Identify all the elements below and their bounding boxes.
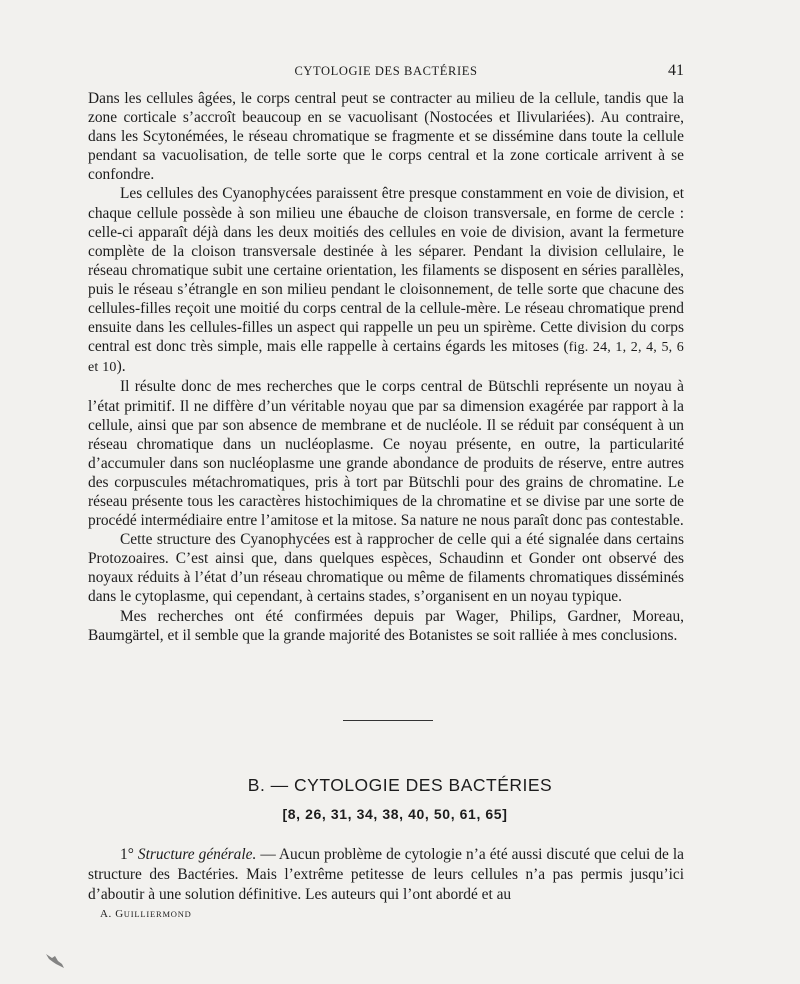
signature-initial: A. G	[100, 908, 124, 920]
signature-surname: UILLIERMOND	[123, 909, 192, 919]
subsection-number: 1°	[120, 846, 138, 863]
author-signature	[100, 908, 192, 920]
running-title: CYTOLOGIE DES BACTÉRIES	[294, 64, 478, 78]
paragraph-division-end: ).	[116, 358, 126, 376]
paragraph-protozoaires: Cette structure des Cyanophycées est à rapprocher de celle qui a été signalée dans certains Protozoaires. C’est ainsi que, dans quelques espèces, Schaudinn et Gonder ont observé des noyaux réduits à l’état d’un réseau chromatique ou même de filaments chromatiques disséminés dans le cytoplasme, qui cependant, à certains stades, s’organisent en un noyau typique.	[88, 531, 684, 606]
subsection-title: Structure générale.	[137, 846, 257, 863]
reference-citations: [8, 26, 31, 34, 38, 40, 50, 61, 65]	[282, 806, 508, 822]
figure-reference: fig. 24, 1, 2, 4, 5, 6 et 10	[88, 340, 684, 376]
paragraph-structure-generale	[88, 845, 684, 904]
page-number: 41	[668, 62, 684, 79]
paragraph-confirmations: Mes recherches ont été confirmées depuis par Wager, Philips, Gardner, Moreau, Baumgärtel, et il semble que la grande majorité des Botanistes se soit ralliée à mes conclusions.	[88, 607, 684, 644]
section-heading: B. — CYTOLOGIE DES BACTÉRIES	[247, 775, 553, 795]
section-divider	[343, 720, 433, 721]
paragraph-division	[88, 184, 684, 377]
paragraph-corps-central: Dans les cellules âgées, le corps central peut se contracter au milieu de la cellule, tandis que la zone corticale s’accroît beaucoup en se vacuolisant (Nostocées et Ilivulariées). Au contraire, dans les Scytonémées, le réseau chromatique se fragmente et se dissémine dans toute la cellule pendant sa vacuolisation, de telle sorte que le corps central et la zone corticale arrivent à se confondre.	[88, 90, 684, 184]
body-text	[88, 89, 684, 645]
paragraph-noyau-primitif: Il résulte donc de mes recherches que le corps central de Bütschli représente un noyau à l’état primitif. Il ne diffère d’un véritable noyau que par sa dimension exagérée par rapport à la cellule, ainsi que par son absence de membrane et de nucléole. Il se réduit par conséquent à un réseau chromatique dans un nucléoplasme. Ce noyau présente, en outre, la particularité d’accumuler dans son nucléoplasme une grande abondance de produits de réserve, entre autres des corpuscules métachromatiques, pris à tort par Bütschli pour des grains de chromatine. Le réseau présente tous les caractères histochimiques de la chromatine et se divise par une sorte de procédé intermédiaire entre l’amitose et la mitose. Sa nature ne nous paraît donc pas contestable.	[88, 378, 684, 530]
paragraph-division-text: Les cellules des Cyanophycées paraissent être presque constamment en voie de division, et chaque cellule possède à son milieu une ébauche de cloison transversale, en forme de cercle : celle-ci apparaît déjà dans les deux moitiés des cellules en voie de division, avant la fermeture complète de la cloison transversale destinée à les séparer. Pendant la division cellulaire, le réseau chromatique subit une certaine orientation, les filaments se disposent en séries parallèles, puis le réseau s’étrangle en son milieu pendant le cloisonnement, de telle sorte que chacune des cellules-filles reçoit une moitié du corps central de la cellule-mère. Le réseau chromatique prend ensuite dans les cellules-filles un aspect qui rappelle un peu un spirème. Cette division du corps central est donc très simple, mais elle rappelle à certains égards les mitoses (	[88, 185, 684, 356]
running-head	[88, 64, 684, 79]
ink-mark-icon	[44, 950, 66, 970]
subsection-text: — Aucun problème de cytologie n’a été aussi discuté que celui de la structure des Bactéries. Mais l’extrême petitesse de leurs cellules n’a pas permis jusqu’ici d’aboutir à une solution définitive. Les auteurs qui l’ont abordé et au	[88, 846, 684, 903]
body-text-section-b	[88, 845, 684, 904]
